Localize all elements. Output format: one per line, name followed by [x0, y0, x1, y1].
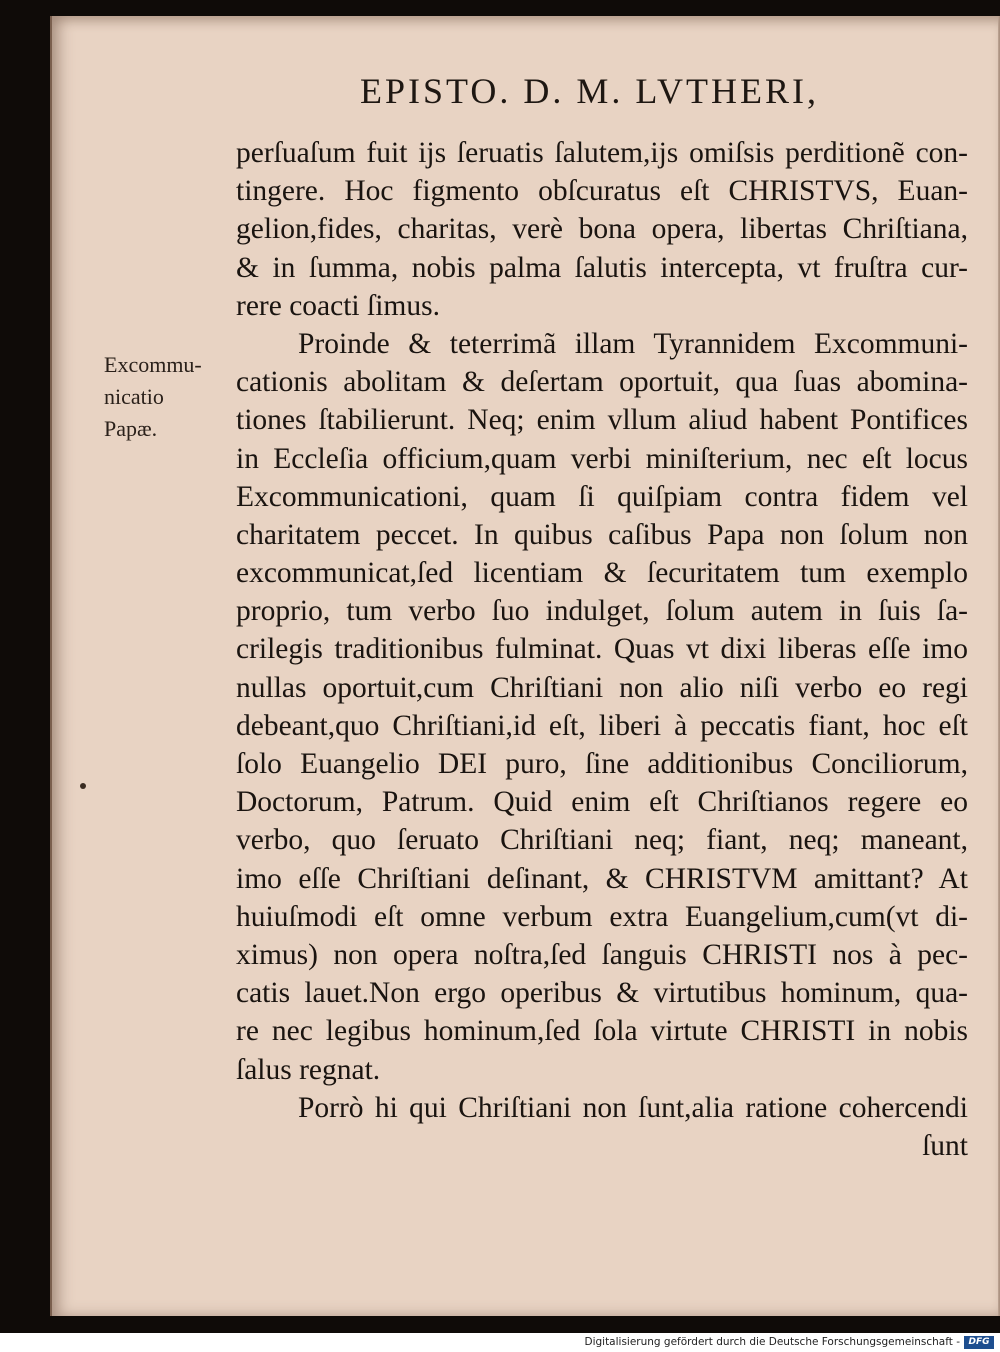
text-line: in Eccleſia officium,quam verbi miniſterium, nec eſt locus [236, 442, 968, 475]
text-line: ſalus regnat. [236, 1053, 381, 1086]
marginal-note-line: Papæ. [104, 416, 158, 441]
text-line: rere coacti ſimus. [236, 289, 440, 322]
text-line: perſuaſum fuit ijs ſeruatis ſalutem,ijs omiſsis perditionẽ con- [236, 137, 968, 169]
dfg-logo: DFG [964, 1336, 994, 1349]
text-line: & in ſumma, nobis palma ſalutis intercepta, vt fruſtra cur- [236, 251, 968, 284]
text-line: verbo, quo ſeruato Chriſtiani neq; fiant, neq; maneant, [236, 824, 968, 857]
text-line: ximus) non opera noſtra,ſed ſanguis CHRISTI nos à pec- [236, 938, 968, 971]
text-line: proprio, tum verbo ſuo indulget, ſolum autem in ſuis ſa- [236, 595, 968, 628]
text-line: ſolo Euangelio DEI puro, ſine additionibus Conciliorum, [236, 748, 968, 780]
body-text [236, 134, 968, 1165]
catchword: ſunt [922, 1129, 968, 1162]
text-line: Excommunicationi, quam ſi quiſpiam contra fidem vel [236, 480, 968, 513]
text-line: charitatem peccet. In quibus caſibus Papa non ſolum non [236, 518, 968, 551]
text-line: re nec legibus hominum,ſed ſola virtute CHRISTI in nobis [236, 1015, 968, 1048]
text-line: tiones ſtabilierunt. Neq; enim vllum aliud habent Pontifices [236, 404, 968, 437]
text-line: imo eſſe Chriſtiani deſinant, & CHRISTVM amittant? At [236, 862, 968, 895]
text-line: crilegis traditionibus fulminat. Quas vt dixi liberas eſſe imo [236, 633, 968, 666]
footer-bar [0, 1333, 1000, 1352]
marginal-note-line: nicatio [104, 384, 164, 409]
text-line: nullas oportuit,cum Chriſtiani non alio niſi verbo eo regi [236, 671, 968, 704]
text-line: cationis abolitam & deſertam oportuit, qua ſuas abomina- [236, 366, 968, 399]
text-line: gelion,fides, charitas, verè bona opera, libertas Chriſtiana, [236, 213, 968, 246]
running-head: EPISTO. D. M. LVTHERI, [360, 71, 820, 111]
marginal-note-line: Excommu- [104, 352, 202, 377]
text-line: Proinde & teterrimã illam Tyrannidem Excommuni- [298, 327, 968, 360]
text-line: tingere. Hoc figmento obſcuratus eſt CHRISTVS, Euan- [236, 175, 968, 208]
text-line: catis lauet.Non ergo operibus & virtutibus hominum, qua- [236, 977, 968, 1010]
text-line: excommunicat,ſed licentiam & ſecuritatem tum exemplo [236, 557, 968, 590]
ink-speck [80, 783, 86, 789]
text-line: Doctorum, Patrum. Quid enim eſt Chriſtianos regere eo [236, 786, 968, 819]
text-line: debeant,quo Chriſtiani,id eſt, liberi à peccatis fiant, hoc eſt [236, 709, 968, 742]
text-line: huiuſmodi eſt omne verbum extra Euangelium,cum(vt di- [236, 900, 968, 933]
text-line: Porrò hi qui Chriſtiani non ſunt,alia ratione cohercendi [298, 1091, 968, 1124]
funding-credit: Digitalisierung gefördert durch die Deutsche Forschungsgemeinschaft - [584, 1336, 960, 1348]
